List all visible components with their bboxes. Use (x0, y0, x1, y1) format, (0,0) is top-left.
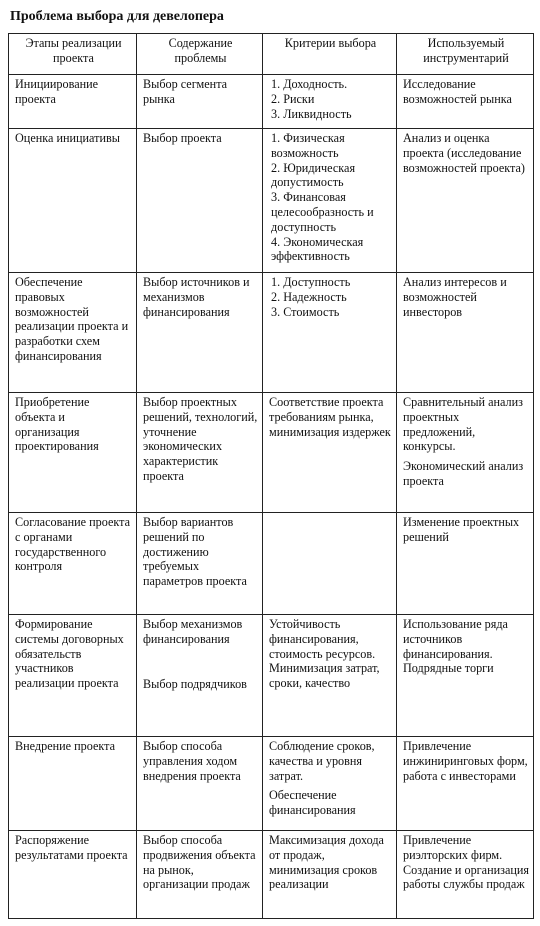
content-cell: Выбор источников и механизмов финансирования (137, 273, 263, 393)
content-cell: Выбор механизмов финансирования Выбор подрядчиков (137, 615, 263, 737)
tools-cell: Исследование возможностей рынка (397, 75, 534, 129)
stage-cell: Инициирование проекта (9, 75, 137, 129)
stage-cell: Согласование проекта с органами государственного контроля (9, 513, 137, 615)
table-row (9, 737, 534, 831)
page-title: Проблема выбора для девелопера (10, 9, 224, 24)
stage-cell: Обеспечение правовых возможностей реализации проекта и разработки схем финансирования (9, 273, 137, 393)
stage-cell: Приобретение объекта и организация проектирования (9, 393, 137, 513)
table-header-row (9, 34, 534, 75)
header-criteria: Критерии выбора (263, 34, 397, 75)
criteria-cell: 1. Доступность 2. Надежность 3. Стоимость (263, 273, 397, 393)
content-cell: Выбор сегмента рынка (137, 75, 263, 129)
content-cell: Выбор способа продвижения объекта на рынок, организации продаж (137, 831, 263, 919)
header-tools: Используемый инструментарий (397, 34, 534, 75)
header-content: Содержание проблемы (137, 34, 263, 75)
stage-cell: Распоряжение результатами проекта (9, 831, 137, 919)
tools-cell: Привлечение инжиниринговых форм, работа с инвесторами (397, 737, 534, 831)
header-stages: Этапы реализации проекта (9, 34, 137, 75)
spacer (143, 647, 258, 677)
content-cell: Выбор проектных решений, технологий, уточнение экономических характеристик проекта (137, 393, 263, 513)
tools-cell: Анализ интересов и возможностей инвесторов (397, 273, 534, 393)
table-row (9, 513, 534, 615)
stage-cell: Внедрение проекта (9, 737, 137, 831)
criteria-cell: 1. Доходность. 2. Риски 3. Ликвидность (263, 75, 397, 129)
tools-cell: Изменение проектных решений (397, 513, 534, 615)
content-cell: Выбор вариантов решений по достижению требуемых параметров проекта (137, 513, 263, 615)
stage-cell: Оценка инициативы (9, 129, 137, 273)
stage-cell: Формирование системы договорных обязательств участников реализации проекта (9, 615, 137, 737)
tools-cell: Сравнительный анализ проектных предложений, конкурсы. Экономический анализ проекта (397, 393, 534, 513)
criteria-cell: Соблюдение сроков, качества и уровня затрат. Обеспечение финансирования (263, 737, 397, 831)
table-row (9, 273, 534, 393)
tools-cell: Анализ и оценка проекта (исследование возможностей проекта) (397, 129, 534, 273)
table-row (9, 393, 534, 513)
criteria-cell: Устойчивость финансирования, стоимость ресурсов. Минимизация затрат, сроки, качество (263, 615, 397, 737)
table-row (9, 75, 534, 129)
criteria-cell: Соответствие проекта требованиям рынка, минимизация издержек (263, 393, 397, 513)
table-row (9, 129, 534, 273)
content-cell: Выбор способа управления ходом внедрения проекта (137, 737, 263, 831)
criteria-cell (263, 513, 397, 615)
tools-cell: Привлечение риэлторских фирм. Создание и организация работы службы продаж (397, 831, 534, 919)
criteria-cell: 1. Физическая возможность 2. Юридическая допустимость 3. Финансовая целесообразность и доступность 4. Экономическая эффективность (263, 129, 397, 273)
table-row (9, 831, 534, 919)
criteria-cell: Максимизация дохода от продаж, минимизация сроков реализации (263, 831, 397, 919)
tools-cell: Использование ряда источников финансирования. Подрядные торги (397, 615, 534, 737)
content-cell: Выбор проекта (137, 129, 263, 273)
developer-choice-table (8, 33, 534, 919)
table-row (9, 615, 534, 737)
